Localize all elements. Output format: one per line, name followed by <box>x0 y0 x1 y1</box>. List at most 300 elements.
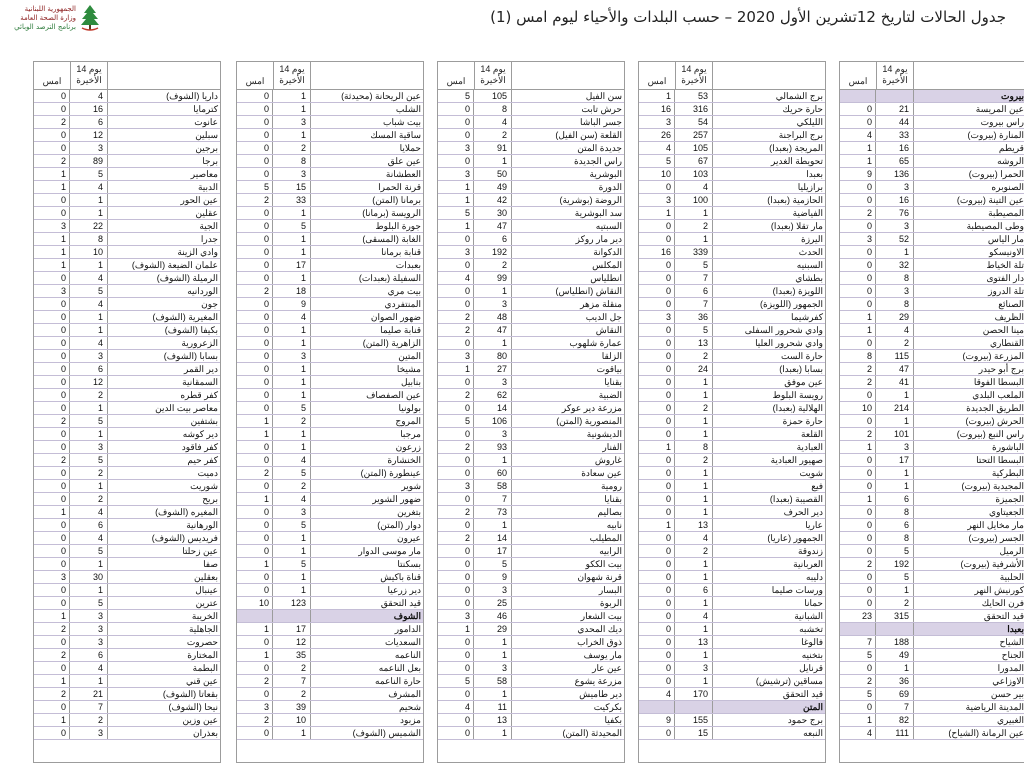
table-row <box>34 480 220 493</box>
yesterday-cell: 0 <box>639 285 675 297</box>
locality-name: المنتفردي <box>384 299 421 309</box>
table-row <box>34 454 220 467</box>
last14-cell: 2 <box>70 493 108 505</box>
yesterday-cell: 0 <box>237 272 273 284</box>
locality-name: بعقلين <box>194 572 218 582</box>
last14-cell: 316 <box>675 103 713 115</box>
yesterday-cell: 1 <box>438 363 474 375</box>
locality-name: برج البراجنة <box>778 130 823 140</box>
locality-name: بعبدا <box>806 169 823 179</box>
yesterday-cell: 0 <box>639 649 675 661</box>
table-row <box>840 584 1024 597</box>
last14-cell: 1 <box>273 129 311 141</box>
yesterday-cell: 1 <box>840 311 876 323</box>
locality-name: برجين <box>195 143 218 153</box>
yesterday-cell: 0 <box>237 584 273 596</box>
locality-name: مرجبا <box>400 429 421 439</box>
yesterday-cell: 0 <box>438 285 474 297</box>
yesterday-cell: 0 <box>438 545 474 557</box>
last14-cell: 1 <box>273 532 311 544</box>
locality-name: الحلبية <box>999 572 1024 582</box>
last14-cell: 7 <box>876 701 914 713</box>
table-row <box>639 168 825 181</box>
table-row <box>237 701 423 714</box>
table-row <box>237 246 423 259</box>
table-row <box>237 389 423 402</box>
locality-name: حرش تابت <box>581 104 622 114</box>
last14-cell: 3 <box>273 350 311 362</box>
table-row <box>34 311 220 324</box>
last14-cell: 1 <box>876 662 914 674</box>
yesterday-cell: 0 <box>639 415 675 427</box>
last14-cell: 1 <box>474 337 512 349</box>
table-row <box>438 701 624 714</box>
locality-name: المروج <box>395 416 421 426</box>
page-title: جدول الحالات لتاريخ 12تشرين الأول 2020 – حسب البلدات والأحياء ليوم امس (1) <box>490 8 1006 26</box>
last14-cell: 4 <box>273 493 311 505</box>
table-row <box>639 493 825 506</box>
last14-cell: 39 <box>273 701 311 713</box>
locality-name: العربانية <box>793 559 823 569</box>
locality-name: الصنوبره <box>991 182 1024 192</box>
cases-table-4 <box>236 61 424 763</box>
table-row <box>639 259 825 272</box>
yesterday-cell: 0 <box>438 337 474 349</box>
yesterday-cell: 1 <box>639 90 675 102</box>
table-row <box>237 103 423 116</box>
locality-name: الخريبة <box>191 611 218 621</box>
yesterday-cell: 0 <box>438 233 474 245</box>
yesterday-cell: 1 <box>237 415 273 427</box>
yesterday-cell: 1 <box>34 506 70 518</box>
yesterday-cell: 0 <box>840 181 876 193</box>
yesterday-cell: 0 <box>34 441 70 453</box>
yesterday-cell: 9 <box>840 168 876 180</box>
locality-name: بيت شباب <box>382 117 421 127</box>
table-row <box>237 233 423 246</box>
locality-name: الروضة (بوشرية) <box>559 195 622 205</box>
last14-cell: 29 <box>474 623 512 635</box>
locality-name: صهيور العبادية <box>770 455 823 465</box>
locality-name: ضهور الصوان <box>370 312 421 322</box>
table-row <box>237 415 423 428</box>
table-row <box>34 558 220 571</box>
locality-name: الحازمية (بعبدا) <box>767 195 823 205</box>
locality-name: بكيفا (الشوف) <box>164 325 218 335</box>
last14-cell: 18 <box>273 285 311 297</box>
yesterday-cell: 2 <box>438 389 474 401</box>
last14-cell: 49 <box>876 649 914 661</box>
locality-name: معاصير <box>190 169 218 179</box>
yesterday-cell: 0 <box>438 493 474 505</box>
last14-cell: 2 <box>675 350 713 362</box>
last14-cell: 2 <box>474 259 512 271</box>
last14-cell: 6 <box>70 116 108 128</box>
yesterday-cell: 0 <box>639 480 675 492</box>
yesterday-cell: 1 <box>34 259 70 271</box>
yesterday-cell: 1 <box>639 207 675 219</box>
locality-name: كفر حيم <box>187 455 218 465</box>
yesterday-cell: 3 <box>237 701 273 713</box>
yesterday-cell: 2 <box>840 376 876 388</box>
yesterday-cell: 1 <box>237 649 273 661</box>
last14-cell: 339 <box>675 246 713 258</box>
table-row <box>237 441 423 454</box>
locality-name: بعبدات <box>395 260 421 270</box>
table-row <box>840 532 1024 545</box>
table-row <box>840 246 1024 259</box>
table-row <box>840 129 1024 142</box>
last14-cell: 5 <box>474 558 512 570</box>
table-row <box>639 454 825 467</box>
yesterday-cell: 3 <box>438 168 474 180</box>
table-row <box>34 441 220 454</box>
locality-name: بكركيت <box>593 702 622 712</box>
last14-cell: 5 <box>70 168 108 180</box>
locality-name: النقاش <box>595 325 622 335</box>
locality-name: جورة البلوط <box>375 221 421 231</box>
locality-name: ورسات صليما <box>771 585 823 595</box>
yesterday-cell: 2 <box>438 311 474 323</box>
locality-name: قرنة شهوان <box>577 572 622 582</box>
yesterday-cell: 0 <box>840 519 876 531</box>
last14-cell: 2 <box>273 662 311 674</box>
locality-name: بتغرين <box>397 507 421 517</box>
locality-name: قناة باكيش <box>380 572 421 582</box>
yesterday-cell: 16 <box>639 246 675 258</box>
last14-cell: 1 <box>474 285 512 297</box>
yesterday-cell: 0 <box>237 233 273 245</box>
table-row <box>639 480 825 493</box>
locality-name: فريديس (الشوف) <box>151 533 218 543</box>
yesterday-cell: 0 <box>639 272 675 284</box>
locality-name: الروشه <box>997 156 1024 166</box>
yesterday-cell: 0 <box>438 636 474 648</box>
yesterday-cell: 0 <box>237 389 273 401</box>
table-row <box>438 506 624 519</box>
yesterday-cell: 0 <box>840 389 876 401</box>
table-row <box>438 376 624 389</box>
locality-name: السبتيه <box>595 221 622 231</box>
last14-cell: 52 <box>876 233 914 245</box>
table-row <box>438 337 624 350</box>
locality-name: ضهور الشوير <box>372 494 421 504</box>
yesterday-cell: 2 <box>840 675 876 687</box>
yesterday-cell: 0 <box>34 532 70 544</box>
table-row <box>237 584 423 597</box>
table-row <box>34 636 220 649</box>
yesterday-cell: 0 <box>438 649 474 661</box>
locality-name: السمقانية <box>182 377 218 387</box>
table-row <box>840 519 1024 532</box>
last14-cell: 5 <box>675 324 713 336</box>
last14-cell: 4 <box>70 90 108 102</box>
last14-cell: 4 <box>70 532 108 544</box>
yesterday-cell: 1 <box>34 168 70 180</box>
locality-name: الغبيري <box>996 715 1024 725</box>
yesterday-cell: 3 <box>438 480 474 492</box>
last14-cell: 25 <box>474 597 512 609</box>
locality-name: عين المريسة <box>975 104 1024 114</box>
yesterday-cell: 0 <box>840 571 876 583</box>
locality-name: كورنيش النهر <box>974 585 1024 595</box>
locality-name: فالوغا <box>801 637 823 647</box>
locality-name: الغابة (المسقى) <box>362 234 421 244</box>
yesterday-cell: 2 <box>237 467 273 479</box>
locality-name: عين قني <box>186 676 218 686</box>
yesterday-cell: 0 <box>34 376 70 388</box>
yesterday-cell: 0 <box>438 129 474 141</box>
table-row <box>438 727 624 740</box>
last14-cell: 1 <box>675 493 713 505</box>
yesterday-cell: 0 <box>840 532 876 544</box>
table-row <box>639 246 825 259</box>
locality-name: الربوة <box>599 598 622 608</box>
last14-cell: 62 <box>474 389 512 401</box>
locality-name: بشتفين <box>190 416 218 426</box>
yesterday-cell: 5 <box>840 688 876 700</box>
yesterday-cell: 5 <box>438 415 474 427</box>
last14-cell: 105 <box>474 90 512 102</box>
yesterday-cell: 0 <box>34 701 70 713</box>
locality-name: الهلالية (بعبدا) <box>772 403 823 413</box>
locality-name: المغيرية (الشوف) <box>152 312 218 322</box>
last14-cell: 1 <box>675 623 713 635</box>
locality-name: المتين <box>398 351 421 361</box>
yesterday-cell: 2 <box>438 506 474 518</box>
locality-name: زندوقة <box>797 546 823 556</box>
yesterday-cell: 2 <box>237 285 273 297</box>
yesterday-cell: 0 <box>639 636 675 648</box>
table-row <box>34 350 220 363</box>
locality-name: المختارة <box>187 650 218 660</box>
table-row <box>639 688 825 701</box>
locality-name: عاريا <box>805 520 823 530</box>
cases-table-5 <box>33 61 221 763</box>
yesterday-cell: 0 <box>840 285 876 297</box>
last14-cell: 3 <box>70 142 108 154</box>
locality-name: عين الحور <box>180 195 218 205</box>
locality-name: الجسر (بيروت) <box>968 533 1024 543</box>
yesterday-cell: 0 <box>34 207 70 219</box>
locality-name: الجية <box>199 221 218 231</box>
last14-cell: 17 <box>876 454 914 466</box>
table-row <box>438 181 624 194</box>
last14-cell: 82 <box>876 714 914 726</box>
yesterday-cell: 0 <box>237 324 273 336</box>
last14-cell: 9 <box>273 298 311 310</box>
last14-cell: 4 <box>474 116 512 128</box>
yesterday-cell: 0 <box>438 376 474 388</box>
yesterday-cell: 4 <box>438 701 474 713</box>
yesterday-cell: 1 <box>840 441 876 453</box>
table-row <box>438 207 624 220</box>
table-row <box>438 623 624 636</box>
yesterday-cell: 1 <box>34 610 70 622</box>
table-header <box>237 62 423 90</box>
last14-cell: 1 <box>273 272 311 284</box>
ministry-name <box>14 5 76 32</box>
locality-name: دميت <box>197 468 218 478</box>
table-row <box>639 571 825 584</box>
table-row <box>840 506 1024 519</box>
last14-cell: 1 <box>273 441 311 453</box>
locality-name: الورهانية <box>186 520 218 530</box>
yesterday-cell: 0 <box>438 519 474 531</box>
locality-name: معاصر بيت الدين <box>155 403 218 413</box>
locality-name: حصروت <box>186 637 218 647</box>
table-row <box>438 688 624 701</box>
district-name: بعبدا <box>1007 624 1024 634</box>
table-row <box>639 714 825 727</box>
last14-cell: 1 <box>70 402 108 414</box>
table-row <box>438 259 624 272</box>
last14-cell: 103 <box>675 168 713 180</box>
table-row <box>34 90 220 103</box>
yesterday-cell: 0 <box>840 103 876 115</box>
table-row <box>34 129 220 142</box>
last14-cell <box>675 701 713 713</box>
table-row <box>34 246 220 259</box>
table-row <box>639 597 825 610</box>
table-row <box>639 194 825 207</box>
last14-cell: 2 <box>675 220 713 232</box>
yesterday-cell <box>237 610 273 622</box>
locality-name: الظريف <box>994 312 1024 322</box>
locality-name: دير مار روكز <box>575 234 622 244</box>
table-row <box>639 675 825 688</box>
table-row <box>438 493 624 506</box>
yesterday-cell: 3 <box>639 311 675 323</box>
last14-cell: 8 <box>876 532 914 544</box>
table-row <box>438 714 624 727</box>
last14-cell: 4 <box>876 324 914 336</box>
table-row <box>438 324 624 337</box>
last14-cell: 111 <box>876 727 914 739</box>
last14-cell: 188 <box>876 636 914 648</box>
last14-cell: 136 <box>876 168 914 180</box>
last14-cell: 47 <box>876 363 914 375</box>
yesterday-cell: 0 <box>237 636 273 648</box>
locality-name: رومية <box>600 481 622 491</box>
last14-cell: 3 <box>70 623 108 635</box>
last14-cell: 5 <box>273 402 311 414</box>
yesterday-cell: 0 <box>237 519 273 531</box>
locality-name: ساقية المسك <box>370 130 421 140</box>
yesterday-cell: 0 <box>34 272 70 284</box>
locality-name: قنابة برمانا <box>381 247 421 257</box>
yesterday-cell: 1 <box>34 246 70 258</box>
last14-cell: 8 <box>70 233 108 245</box>
locality-name: البسطا التحتا <box>976 455 1024 465</box>
yesterday-cell: 0 <box>34 519 70 531</box>
last14-cell: 3 <box>273 506 311 518</box>
locality-name: البسار <box>598 585 622 595</box>
last14-cell: 6 <box>70 519 108 531</box>
yesterday-cell: 1 <box>840 714 876 726</box>
table-row <box>639 298 825 311</box>
last14-cell: 1 <box>70 480 108 492</box>
table-row <box>34 662 220 675</box>
locality-name: الأشرفية (بيروت) <box>960 559 1024 569</box>
table-row <box>639 233 825 246</box>
last14-cell: 3 <box>70 441 108 453</box>
yesterday-cell: 0 <box>639 181 675 193</box>
locality-name: قرنايل <box>799 663 823 673</box>
locality-name: قيد التحقق <box>983 611 1024 621</box>
table-row <box>438 441 624 454</box>
last14-cell: 21 <box>70 688 108 700</box>
locality-name: جديدة المتن <box>577 143 622 153</box>
locality-name: برمانا (المتن) <box>372 195 421 205</box>
col-header-last14: 14 يوم الأخيرة <box>70 62 108 89</box>
table-row <box>438 467 624 480</box>
locality-name: حارة الناعمه <box>375 676 421 686</box>
last14-cell: 1 <box>70 584 108 596</box>
table-row <box>639 207 825 220</box>
yesterday-cell: 0 <box>840 259 876 271</box>
yesterday-cell: 2 <box>34 688 70 700</box>
last14-cell: 4 <box>675 181 713 193</box>
last14-cell: 106 <box>474 415 512 427</box>
table-row <box>840 181 1024 194</box>
table-row <box>237 285 423 298</box>
locality-name: جل الديب <box>585 312 622 322</box>
last14-cell <box>273 610 311 622</box>
last14-cell: 1 <box>70 311 108 323</box>
table-row <box>639 545 825 558</box>
last14-cell: 30 <box>70 571 108 583</box>
table-row <box>639 376 825 389</box>
locality-name: دليبه <box>805 572 823 582</box>
col-header-last14: 14 يوم الأخيرة <box>675 62 713 89</box>
last14-cell: 58 <box>474 480 512 492</box>
last14-cell: 33 <box>876 129 914 141</box>
locality-name: غاروش <box>594 455 622 465</box>
table-row <box>438 194 624 207</box>
last14-cell: 6 <box>876 493 914 505</box>
locality-name: مزرعة يشوع <box>574 676 622 686</box>
last14-cell: 1 <box>876 584 914 596</box>
yesterday-cell: 0 <box>34 142 70 154</box>
locality-name: فرن الحايك <box>981 598 1024 608</box>
yesterday-cell: 1 <box>840 155 876 167</box>
locality-name: تلة الدروز <box>988 286 1024 296</box>
locality-name: الشياح <box>999 637 1024 647</box>
last14-cell: 1 <box>273 103 311 115</box>
table-row <box>840 454 1024 467</box>
locality-name: مزرعة دير عوكر <box>561 403 622 413</box>
locality-name: الباشورة <box>992 442 1024 452</box>
table-row <box>237 194 423 207</box>
table-row <box>840 467 1024 480</box>
locality-name: نابيه <box>606 520 622 530</box>
last14-cell: 4 <box>675 610 713 622</box>
locality-name: مار تقلا (بعبدا) <box>770 221 823 231</box>
yesterday-cell <box>639 701 675 713</box>
yesterday-cell: 0 <box>639 610 675 622</box>
yesterday-cell: 1 <box>237 558 273 570</box>
locality-name: العطشانة <box>385 169 421 179</box>
locality-name: المدينة الرياضية <box>965 702 1024 712</box>
yesterday-cell: 0 <box>438 662 474 674</box>
table-row <box>237 623 423 636</box>
last14-cell: 10 <box>273 714 311 726</box>
locality-name: بنابيل <box>401 377 421 387</box>
yesterday-cell: 0 <box>237 311 273 323</box>
table-row <box>237 90 423 103</box>
last14-cell: 10 <box>70 246 108 258</box>
